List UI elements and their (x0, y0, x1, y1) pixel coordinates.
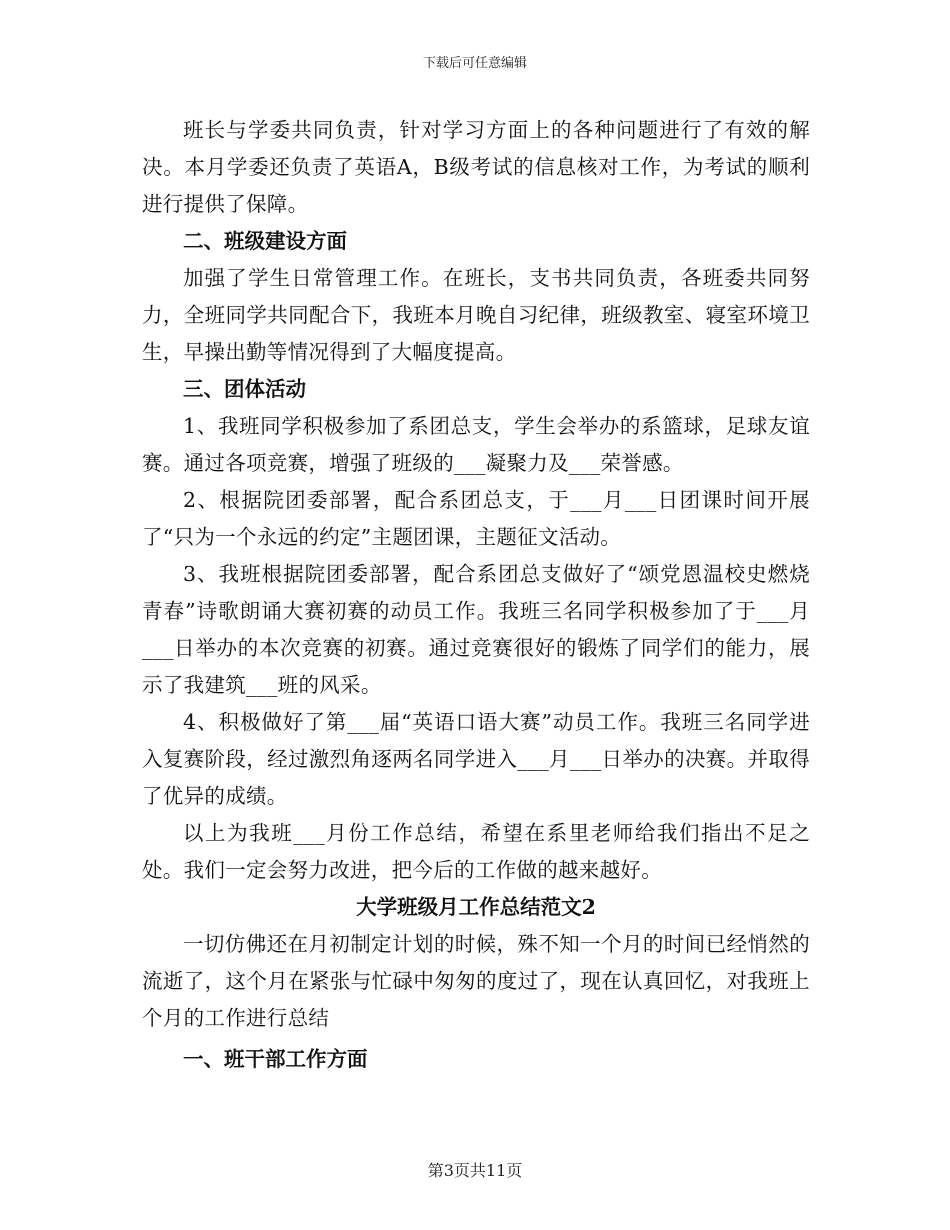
document-body (142, 112, 810, 1078)
section-heading-class-building: 二、班级建设方面 (183, 229, 347, 253)
paragraph-study: 班长与学委共同负责，针对学习方面上的各种问题进行了有效的解决。本月学委还负责了英语A，B级考试的信息核对工作，为考试的顺利进行提供了保障。 (142, 118, 810, 216)
paragraph-activity-2: 2、根据院团委部署，配合系团总支，于___月___日团课时间开展了“只为一个永远的约定”主题团课，主题征文活动。 (142, 488, 810, 549)
page-footer: 第3页共11页 (427, 1161, 523, 1180)
paragraph-class-building: 加强了学生日常管理工作。在班长，支书共同负责，各班委共同努力，全班同学共同配合下，我班本月晚自习纪律，班级教室、寝室环境卫生，早操出勤等情况得到了大幅度提高。 (142, 266, 810, 364)
page-header: 下载后可任意编辑 (422, 56, 527, 71)
paragraph-activity-1: 1、我班同学积极参加了系团总支，学生会举办的系篮球，足球友谊赛。通过各项竞赛，增强了班级的___凝聚力及___荣誉感。 (142, 414, 810, 475)
article-title: 大学班级月工作总结范文2 (356, 895, 596, 919)
section-heading-cadre-work: 一、班干部工作方面 (183, 1047, 368, 1071)
section-heading-group-activities: 三、团体活动 (183, 377, 306, 401)
paragraph-conclusion: 以上为我班___月份工作总结，希望在系里老师给我们指出不足之处。我们一定会努力改进，把今后的工作做的越来越好。 (142, 821, 810, 882)
paragraph-activity-4: 4、积极做好了第___届“英语口语大赛”动员工作。我班三名同学进入复赛阶段，经过激烈角逐两名同学进入___月___日举办的决赛。并取得了优异的成绩。 (142, 710, 810, 808)
paragraph-activity-3: 3、我班根据院团委部署，配合系团总支做好了“颂党恩温校史燃烧青春”诗歌朗诵大赛初赛的动员工作。我班三名同学积极参加了于___月___日举办的本次竞赛的初赛。通过竞赛很好的锻炼了同学们的能力，展示了我建筑___班的风采。 (142, 562, 810, 697)
paragraph-intro: 一切仿佛还在月初制定计划的时候，殊不知一个月的时间已经悄然的流逝了，这个月在紧张与忙碌中匆匆的度过了，现在认真回忆，对我班上个月的工作进行总结 (142, 932, 810, 1030)
